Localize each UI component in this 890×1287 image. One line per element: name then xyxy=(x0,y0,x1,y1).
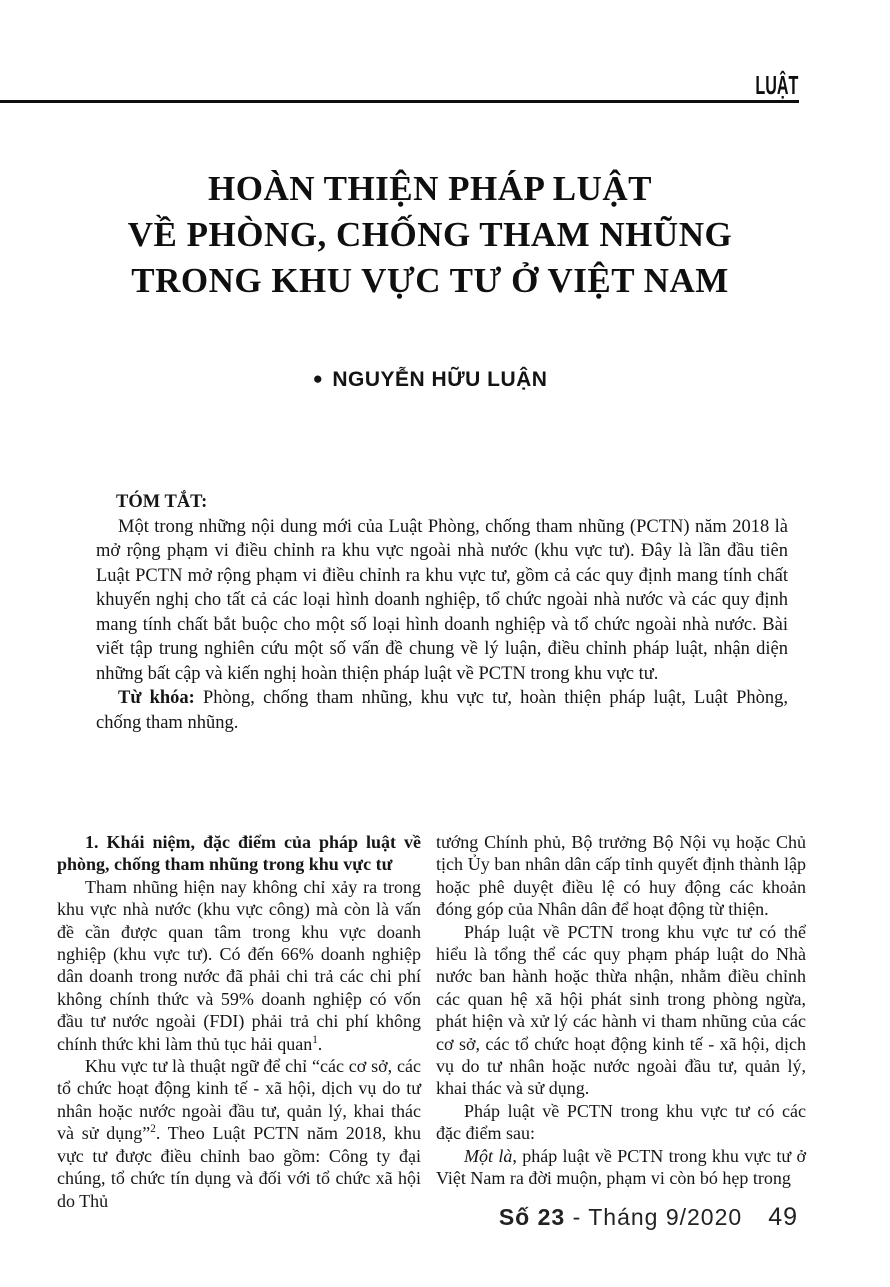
body-column-right xyxy=(436,831,806,1212)
page-footer xyxy=(499,1203,798,1232)
right-paragraph-3: Pháp luật về PCTN trong khu vực tư có các đặc điểm sau: xyxy=(436,1100,806,1144)
right-paragraph-2: Pháp luật về PCTN trong khu vực tư có thể hiểu là tổng thể các quy phạm pháp luật do Nhà nước ban hành hoặc thừa nhận, nhằm điều chỉnh các quan hệ xã hội phát sinh trong phòng ngừa, phát hiện và xử lý các hành vi tham nhũng của các cơ sở, các tổ chức hoạt động kinh tế - xã hội, dịch vụ do tư nhân hoặc nước ngoài đầu tư, quản lý, khai thác và sử dụng. xyxy=(436,921,806,1099)
footer-page-number: 49 xyxy=(768,1203,798,1231)
author-name: NGUYỄN HỮU LUẬN xyxy=(332,368,548,391)
abstract-section xyxy=(96,490,788,735)
footer-date: - Tháng 9/2020 xyxy=(565,1204,743,1230)
right-paragraph-1: tướng Chính phủ, Bộ trưởng Bộ Nội vụ hoặc Chủ tịch Ủy ban nhân dân cấp tỉnh quyết định thành lập hoặc phê duyệt điều lệ có huy động các khoản đóng góp của Nhân dân để hoạt động từ thiện. xyxy=(436,832,806,920)
author-bullet-icon: ● xyxy=(312,369,324,388)
keywords-line xyxy=(96,686,788,735)
abstract-text: Một trong những nội dung mới của Luật Phòng, chống tham nhũng (PCTN) năm 2018 là mở rộng phạm vi điều chỉnh ra khu vực ngoài nhà nước (khu vực tư). Đây là lần đầu tiên Luật PCTN mở rộng phạm vi điều chỉnh ra khu vực tư, gồm cả các quy định mang tính chất khuyến nghị cho tất cả các loại hình doanh nghiệp, tổ chức ngoài nhà nước và các quy định mang tính chất bắt buộc cho một số loại hình doanh nghiệp và tổ chức ngoài nhà nước. Bài viết tập trung nghiên cứu một số vấn đề chung về lý luận, điều chỉnh pháp luật, nhận diện những bất cập và kiến nghị hoàn thiện pháp luật về PCTN trong khu vực tư. xyxy=(96,516,788,684)
article-title-line-1: HOÀN THIỆN PHÁP LUẬT xyxy=(208,169,652,208)
article-title-line-3: TRONG KHU VỰC TƯ Ở VIỆT NAM xyxy=(131,261,729,300)
body-columns xyxy=(57,831,806,1212)
section-1-heading: 1. Khái niệm, đặc điểm của pháp luật về phòng, chống tham nhũng trong khu vực tư xyxy=(57,832,421,875)
article-title xyxy=(15,166,845,304)
abstract-label: TÓM TẮT: xyxy=(116,492,208,512)
footnote-ref-2: 2 xyxy=(150,1123,156,1136)
running-head-section-label: LUẬT xyxy=(755,70,798,100)
enumerator-mot-la: Một là xyxy=(464,1145,513,1166)
left-paragraph-2: Khu vực tư là thuật ngữ để chỉ “các cơ sở, các tổ chức hoạt động kinh tế - xã hội, dịch vụ do tư nhân hoặc nước ngoài đầu tư, quản lý, khai thác và sử dụng”$^2$. Theo Luật PCTN năm 2018, khu vực tư được điều chỉnh bao gồm: Công ty đại chúng, tổ chức tín dụng và đối với tổ chức xã hội do Thủ xyxy=(57,1056,421,1211)
author-line xyxy=(15,368,845,392)
header-rule xyxy=(0,100,799,103)
keywords-label: Từ khóa: xyxy=(118,688,195,708)
right-paragraph-4: Một là, pháp luật về PCTN trong khu vực tư ở Việt Nam ra đời muộn, phạm vi còn bó hẹp trong xyxy=(436,1145,807,1189)
article-title-line-2: VỀ PHÒNG, CHỐNG THAM NHŨNG xyxy=(127,215,733,254)
body-column-left xyxy=(57,831,421,1212)
footnote-ref-1: 1 xyxy=(312,1033,318,1046)
footer-issue: Số 23 xyxy=(498,1204,566,1230)
left-paragraph-1: Tham nhũng hiện nay không chỉ xảy ra trong khu vực nhà nước (khu vực công) mà còn là vấn đề cần được quan tâm trong khu vực doanh nghiệp (khu vực tư). Có đến 66% doanh nghiệp dân doanh trong nước đã phải chi trả các chi phí không chính thức và 59% doanh nghiệp có vốn đầu tư nước ngoài (FDI) phải trả chi phí không chính thức khi làm thủ tục hải quan$^1$. xyxy=(57,876,421,1054)
keywords-text: Phòng, chống tham nhũng, khu vực tư, hoàn thiện pháp luật, Luật Phòng, chống tham nhũng. xyxy=(96,688,788,733)
